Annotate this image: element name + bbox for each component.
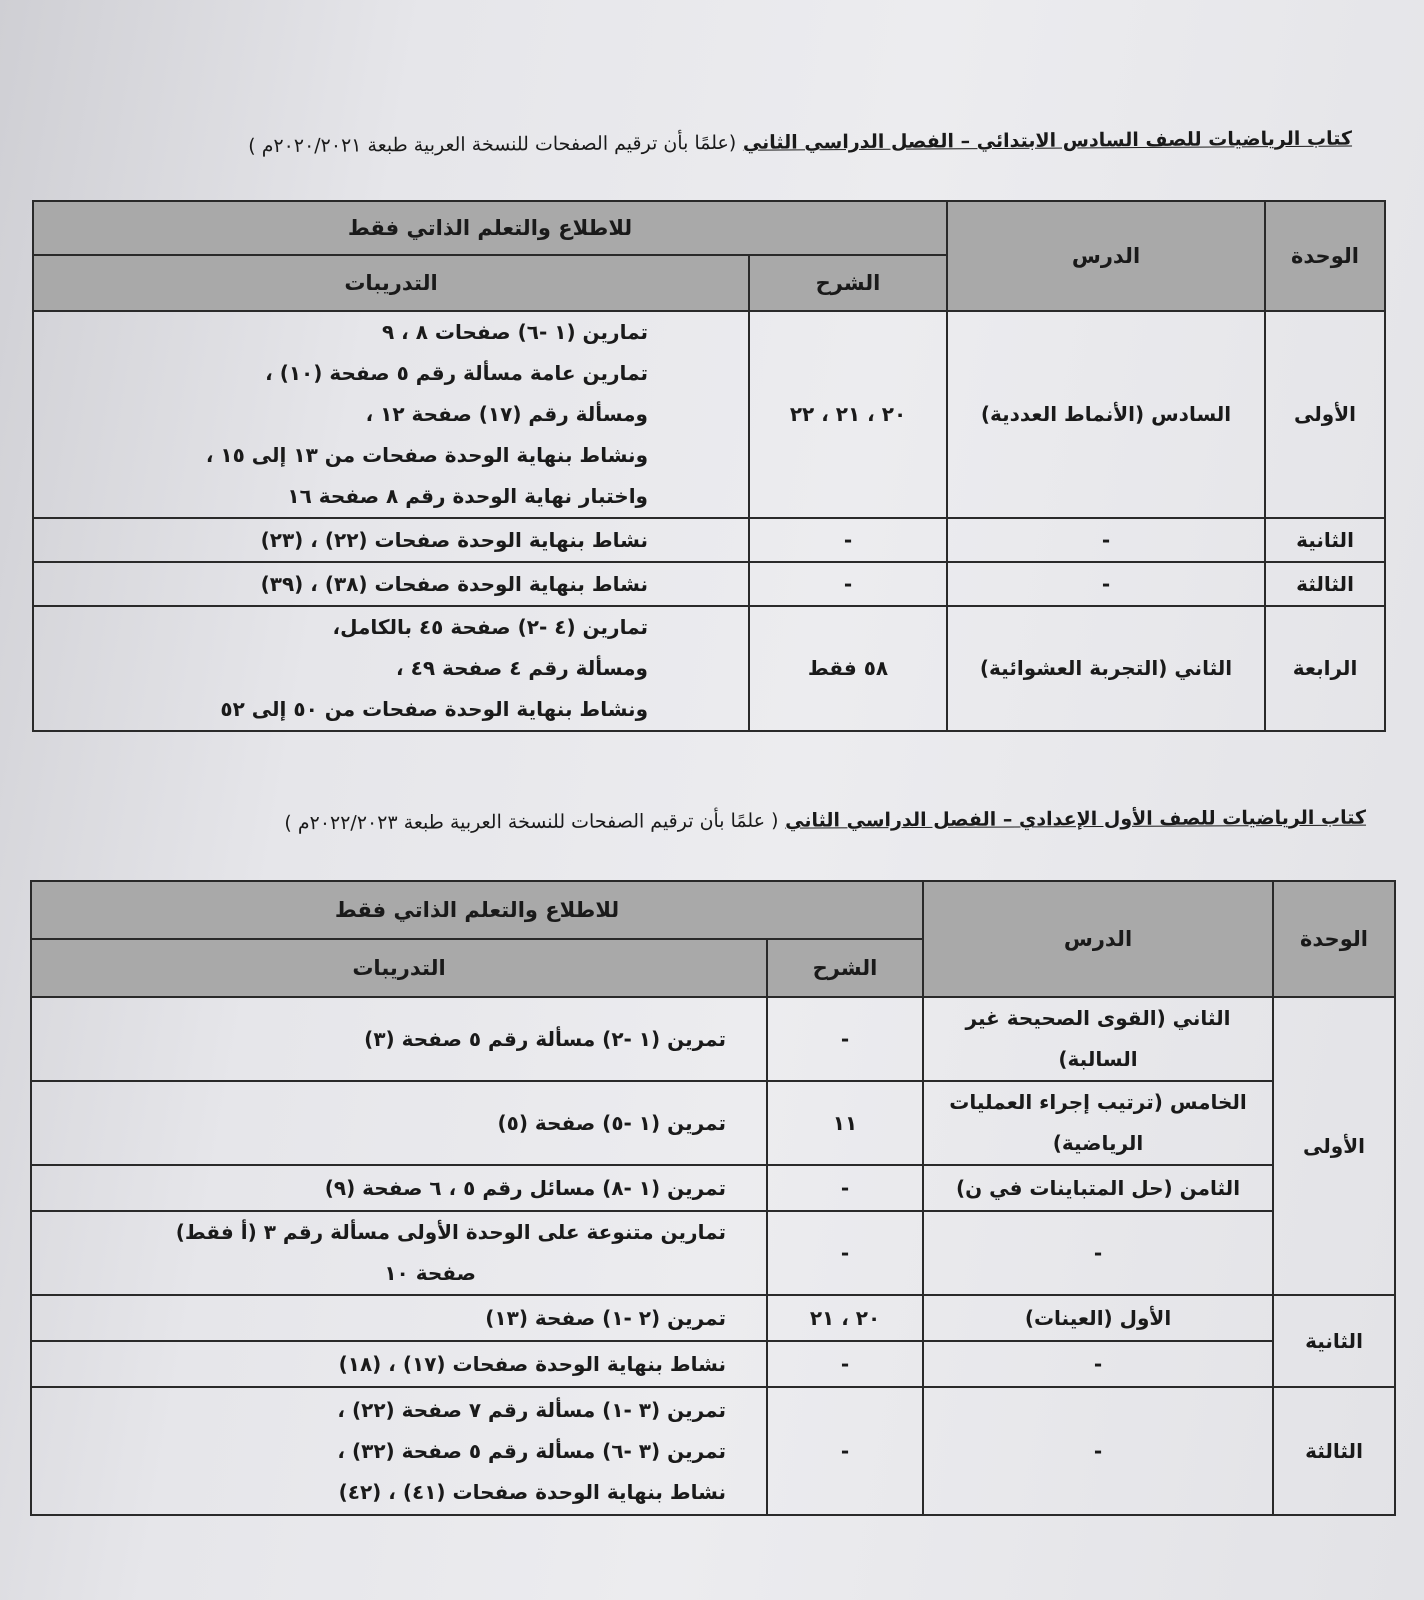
explanation-cell: - — [767, 1387, 923, 1515]
lesson-cell: الأول (العينات) — [923, 1295, 1273, 1341]
section1-title-main: كتاب الرياضيات للصف السادس الابتدائي – الفصل الدراسي الثاني — [742, 127, 1353, 154]
exercise-line: تمرين (٣ -١) مسألة رقم ٧ صفحة (٢٢) ، — [337, 1397, 726, 1422]
exercise-line: ونشاط بنهاية الوحدة صفحات من ٥٠ إلى ٥٢ — [220, 697, 648, 721]
section1-title — [70, 128, 1352, 159]
table-row — [31, 1387, 1395, 1515]
unit-cell: الرابعة — [1265, 606, 1385, 731]
exercises-cell — [33, 311, 749, 518]
lesson-cell: الثاني (التجربة العشوائية) — [947, 606, 1265, 731]
explanation-cell: ٢٠ ، ٢١ ، ٢٢ — [749, 311, 947, 518]
exercises-cell — [33, 518, 749, 562]
exercises-cell — [33, 606, 749, 731]
table-row — [31, 1295, 1395, 1341]
table-row — [31, 1211, 1395, 1295]
table-row — [33, 562, 1385, 606]
header-lesson: الدرس — [923, 881, 1273, 997]
exercise-line: صفحة ١٠ — [384, 1261, 476, 1285]
section1-table — [32, 200, 1386, 732]
section1-title-note: (علمًا بأن ترقيم الصفحات للنسخة العربية طبعة ٢٠٢٠/٢٠٢١م ) — [248, 131, 737, 158]
explanation-cell: - — [749, 518, 947, 562]
header-explanation: الشرح — [749, 255, 947, 311]
exercise-line: تمرين (٣ -٦) مسألة رقم ٥ صفحة (٣٢) ، — [337, 1438, 726, 1463]
header-lesson: الدرس — [947, 201, 1265, 311]
lesson-cell: - — [923, 1341, 1273, 1387]
exercise-line: واختبار نهاية الوحدة رقم ٨ صفحة ١٦ — [287, 484, 648, 508]
explanation-cell: - — [767, 997, 923, 1081]
exercises-cell — [31, 1211, 767, 1295]
section2-title — [80, 807, 1366, 836]
unit-cell: الثانية — [1273, 1295, 1395, 1387]
unit-cell: الثالثة — [1265, 562, 1385, 606]
exercise-line: ونشاط بنهاية الوحدة صفحات من ١٣ إلى ١٥ ، — [205, 443, 648, 467]
exercise-line: نشاط بنهاية الوحدة صفحات (٢٢) ، (٢٣) — [260, 527, 648, 552]
exercises-cell — [31, 1295, 767, 1341]
header-explanation: الشرح — [767, 939, 923, 997]
explanation-cell: - — [767, 1341, 923, 1387]
header-self-study: للاطلاع والتعلم الذاتي فقط — [31, 881, 923, 939]
unit-cell: الأولى — [1265, 311, 1385, 518]
table-row — [33, 518, 1385, 562]
header-exercises: التدريبات — [31, 939, 767, 997]
exercise-line: ومسألة رقم (١٧) صفحة ١٢ ، — [365, 402, 648, 426]
lesson-cell: الثامن (حل المتباينات في ن) — [923, 1165, 1273, 1211]
exercises-cell — [31, 997, 767, 1081]
exercises-cell — [31, 1165, 767, 1211]
header-self-study: للاطلاع والتعلم الذاتي فقط — [33, 201, 947, 255]
explanation-cell: ١١ — [767, 1081, 923, 1165]
header-exercises: التدريبات — [33, 255, 749, 311]
table-row — [33, 606, 1385, 731]
exercise-line: تمرين (٢ -١) صفحة (١٣) — [485, 1305, 726, 1330]
header-unit: الوحدة — [1265, 201, 1385, 311]
lesson-cell: الخامس (ترتيب إجراء العمليات الرياضية) — [923, 1081, 1273, 1165]
lesson-cell: السادس (الأنماط العددية) — [947, 311, 1265, 518]
unit-cell: الأولى — [1273, 997, 1395, 1295]
lesson-cell: - — [923, 1387, 1273, 1515]
lesson-cell: - — [923, 1211, 1273, 1295]
section2-title-note: ( علمًا بأن ترقيم الصفحات للنسخة العربية طبعة ٢٠٢٢/٢٠٢٣م ) — [284, 809, 779, 835]
exercises-cell — [31, 1387, 767, 1515]
exercise-line: تمارين (١ -٦) صفحات ٨ ، ٩ — [381, 320, 648, 344]
explanation-cell: ٥٨ فقط — [749, 606, 947, 731]
exercise-line: نشاط بنهاية الوحدة صفحات (٣٨) ، (٣٩) — [260, 571, 648, 596]
table-row — [31, 997, 1395, 1081]
exercise-line: نشاط بنهاية الوحدة صفحات (٤١) ، (٤٢) — [338, 1479, 726, 1504]
exercise-line: تمارين متنوعة على الوحدة الأولى مسألة رقم ٣ (أ فقط) — [175, 1220, 726, 1244]
exercises-cell — [33, 562, 749, 606]
exercises-cell — [31, 1081, 767, 1165]
lesson-cell: الثاني (القوى الصحيحة غير السالبة) — [923, 997, 1273, 1081]
explanation-cell: - — [767, 1211, 923, 1295]
lesson-cell: - — [947, 518, 1265, 562]
exercise-line: تمرين (١ -٥) صفحة (٥) — [497, 1110, 726, 1135]
unit-cell: الثالثة — [1273, 1387, 1395, 1515]
table-row — [31, 1165, 1395, 1211]
exercise-line: تمارين (٤ -٢) صفحة ٤٥ بالكامل، — [332, 615, 648, 639]
exercises-cell — [31, 1341, 767, 1387]
section2-title-main: كتاب الرياضيات للصف الأول الإعدادي – الفصل الدراسي الثاني — [785, 806, 1367, 832]
exercise-line: تمرين (١ -٨) مسائل رقم ٥ ، ٦ صفحة (٩) — [324, 1175, 726, 1200]
exercise-line: تمرين (١ -٢) مسألة رقم ٥ صفحة (٣) — [364, 1026, 726, 1051]
section2-table — [30, 880, 1396, 1516]
table-row — [33, 311, 1385, 518]
table-row — [31, 1341, 1395, 1387]
exercise-line: تمارين عامة مسألة رقم ٥ صفحة (١٠) ، — [265, 361, 648, 385]
exercise-line: ومسألة رقم ٤ صفحة ٤٩ ، — [396, 656, 648, 680]
explanation-cell: ٢٠ ، ٢١ — [767, 1295, 923, 1341]
table-row — [31, 1081, 1395, 1165]
exercise-line: نشاط بنهاية الوحدة صفحات (١٧) ، (١٨) — [338, 1351, 726, 1376]
unit-cell: الثانية — [1265, 518, 1385, 562]
explanation-cell: - — [767, 1165, 923, 1211]
lesson-cell: - — [947, 562, 1265, 606]
explanation-cell: - — [749, 562, 947, 606]
header-unit: الوحدة — [1273, 881, 1395, 997]
